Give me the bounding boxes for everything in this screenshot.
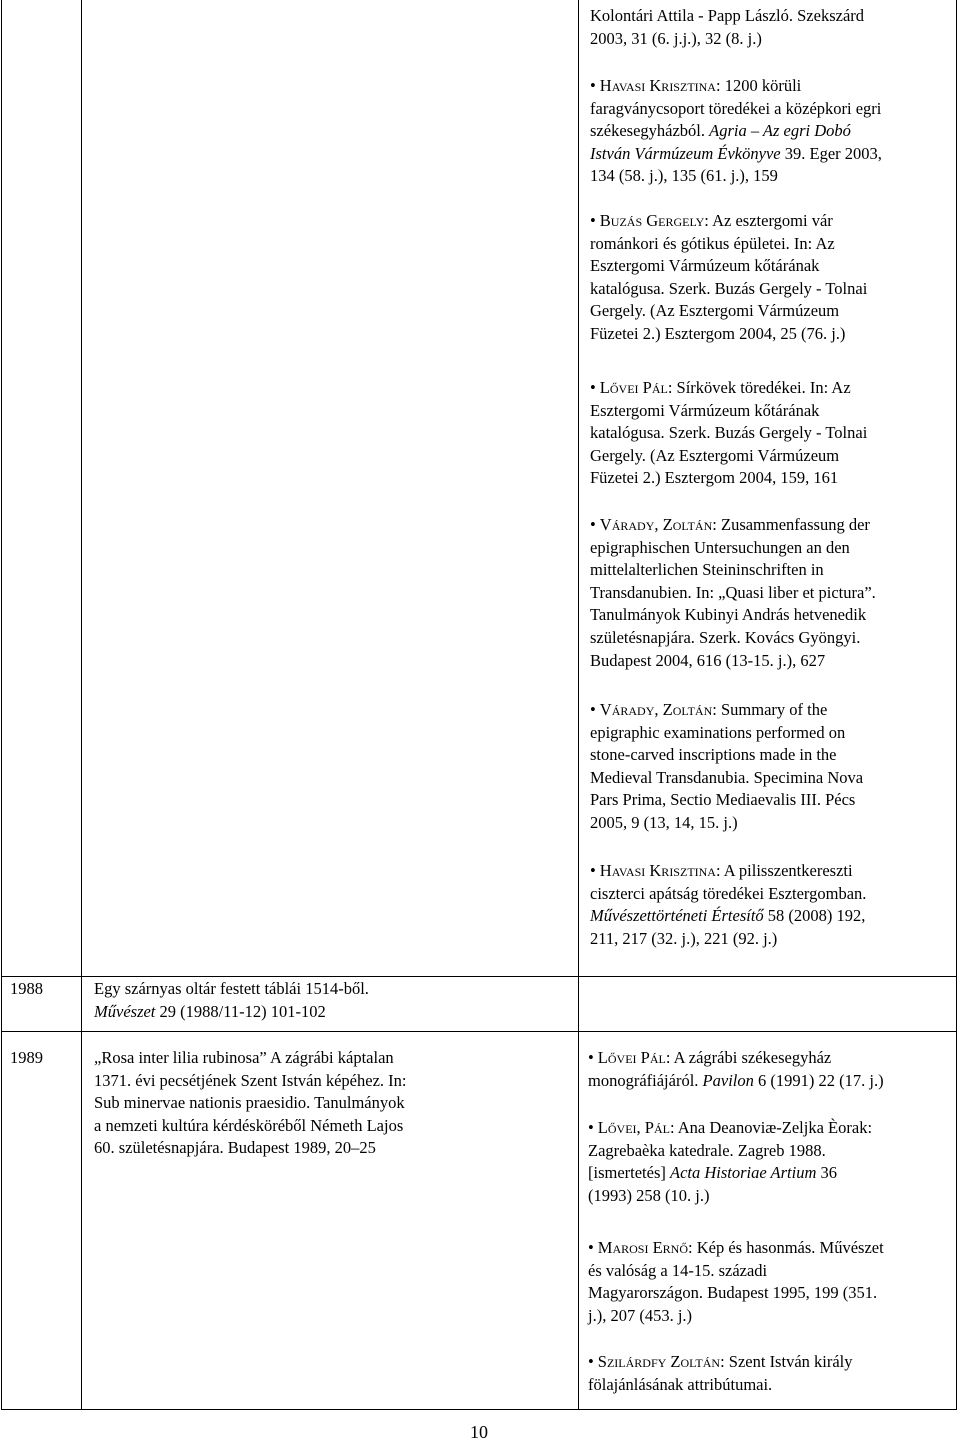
- reference-entry: • Várady, Zoltán: Zusammenfassung der epigraphischen Untersuchungen an den mittelalterlichen Steininschriften in Transdanubien. In: „Quasi liber et pictura”. Tanulmányok Kubinyi András hetvenedik születésnapjára. Szerk. Kovács Gyöngyi. Budapest 2004, 616 (13-15. j.), 627: [590, 515, 876, 670]
- author: Várady, Zoltán: [599, 700, 713, 719]
- bullet-icon: •: [590, 76, 596, 95]
- year-1989: 1989: [10, 1048, 43, 1067]
- work-1989: „Rosa inter lilia rubinosa” A zágrábi káptalan 1371. évi pecsétjének Szent István képéhez. In: Sub minervae nationis praesidio. Tanulmányok a nemzeti kultúra kérdésköréből Németh Lajos 60. születésnapjára. Budapest 1989, 20–25: [94, 1048, 407, 1158]
- reference-entry: • Szilárdfy Zoltán: Szent István király fölajánlásának attribútumai.: [588, 1352, 853, 1394]
- work-1988: Egy szárnyas oltár festett táblái 1514-ből. Művészet 29 (1988/11-12) 101-102: [94, 979, 369, 1021]
- row-divider-1989: [1, 1031, 957, 1032]
- reference-entry: • Lővei Pál: Sírkövek töredékei. In: Az Esztergomi Vármúzeum kőtárának katalógusa. Szerk. Buzás Gergely - Tolnai Gergely. (Az Esztergomi Vármúzeum Füzetei 2.) Esztergom 2004, 159, 161: [590, 378, 868, 488]
- table-right-border: [956, 0, 957, 1410]
- journal-title: Művészet: [94, 1001, 156, 1021]
- reference-entry: • Várady, Zoltán: Summary of the epigraphic examinations performed on stone-carved inscriptions made in the Medieval Transdanubia. Specimina Nova Pars Prima, Sectio Mediaevalis III. Pécs 2005, 9 (13, 14, 15. j.): [590, 700, 864, 832]
- bullet-icon: •: [588, 1238, 594, 1257]
- journal-title: István Vármúzeum Évkönyve: [590, 143, 781, 163]
- bullet-icon: •: [590, 700, 596, 719]
- reference-entry: • Lővei Pál: A zágrábi székesegyház monográfiájáról. Pavilon 6 (1991) 22 (17. j.): [588, 1048, 884, 1090]
- journal-title: Pavilon: [702, 1070, 754, 1090]
- author: Lővei Pál: [599, 378, 668, 397]
- bullet-icon: •: [590, 515, 596, 534]
- bullet-icon: •: [590, 378, 596, 397]
- table-left-border: [1, 0, 2, 1410]
- reference-continuation: Kolontári Attila - Papp László. Szekszárd 2003, 31 (6. j.j.), 32 (8. j.): [590, 6, 865, 48]
- reference-entry: • Havasi Krisztina: 1200 körüli faragványcsoport töredékei a középkori egri székesegyházból. Agria – Az egri Dobó István Vármúzeum Évkönyve 39. Eger 2003, 134 (58. j.), 135 (61. j.), 159: [590, 76, 882, 186]
- reference-entry: • Lővei, Pál: Ana Deanoviæ-Zeljka Èorak: Zagrebaèka katedrale. Zagreb 1988. [ismertetés] Acta Historiae Artium 36 (1993) 258 (10. j.): [588, 1118, 873, 1205]
- column-divider-2: [578, 0, 579, 1410]
- table-bottom-border: [1, 1409, 957, 1410]
- author: Lővei Pál: [597, 1048, 666, 1067]
- author: Szilárdfy Zoltán: [597, 1352, 721, 1371]
- author: Havasi Krisztina: [599, 861, 716, 880]
- journal-title: Acta Historiae Artium: [670, 1163, 817, 1183]
- author: Lővei, Pál: [597, 1118, 670, 1137]
- bullet-icon: •: [590, 211, 596, 230]
- bullet-icon: •: [588, 1352, 594, 1371]
- author: Marosi Ernő: [597, 1238, 688, 1257]
- reference-entry: • Buzás Gergely: Az esztergomi vár románkori és gótikus épületei. In: Az Esztergomi Vármúzeum kőtárának katalógusa. Szerk. Buzás Gergely - Tolnai Gergely. (Az Esztergomi Vármúzeum Füzetei 2.) Esztergom 2004, 25 (76. j.): [590, 211, 868, 343]
- row-divider-1988: [1, 976, 957, 977]
- page-number: 10: [470, 1422, 488, 1442]
- author: Buzás Gergely: [599, 211, 705, 230]
- bullet-icon: •: [588, 1118, 594, 1137]
- journal-title: Művészettörténeti Értesítő: [590, 906, 764, 926]
- author: Várady, Zoltán: [599, 515, 713, 534]
- column-divider-1: [81, 0, 82, 1410]
- bullet-icon: •: [588, 1048, 594, 1067]
- journal-title: Agria – Az egri Dobó: [709, 121, 851, 141]
- bullet-icon: •: [590, 861, 596, 880]
- reference-entry: • Marosi Ernő: Kép és hasonmás. Művészet és valóság a 14-15. századi Magyarországon. Budapest 1995, 199 (351. j.), 207 (453. j.): [588, 1238, 884, 1325]
- year-1988: 1988: [10, 979, 43, 998]
- reference-entry: • Havasi Krisztina: A pilisszentkereszti ciszterci apátság töredékei Esztergomban. Művészettörténeti Értesítő 58 (2008) 192, 211, 217 (32. j.), 221 (92. j.): [590, 861, 867, 948]
- author: Havasi Krisztina: [599, 76, 716, 95]
